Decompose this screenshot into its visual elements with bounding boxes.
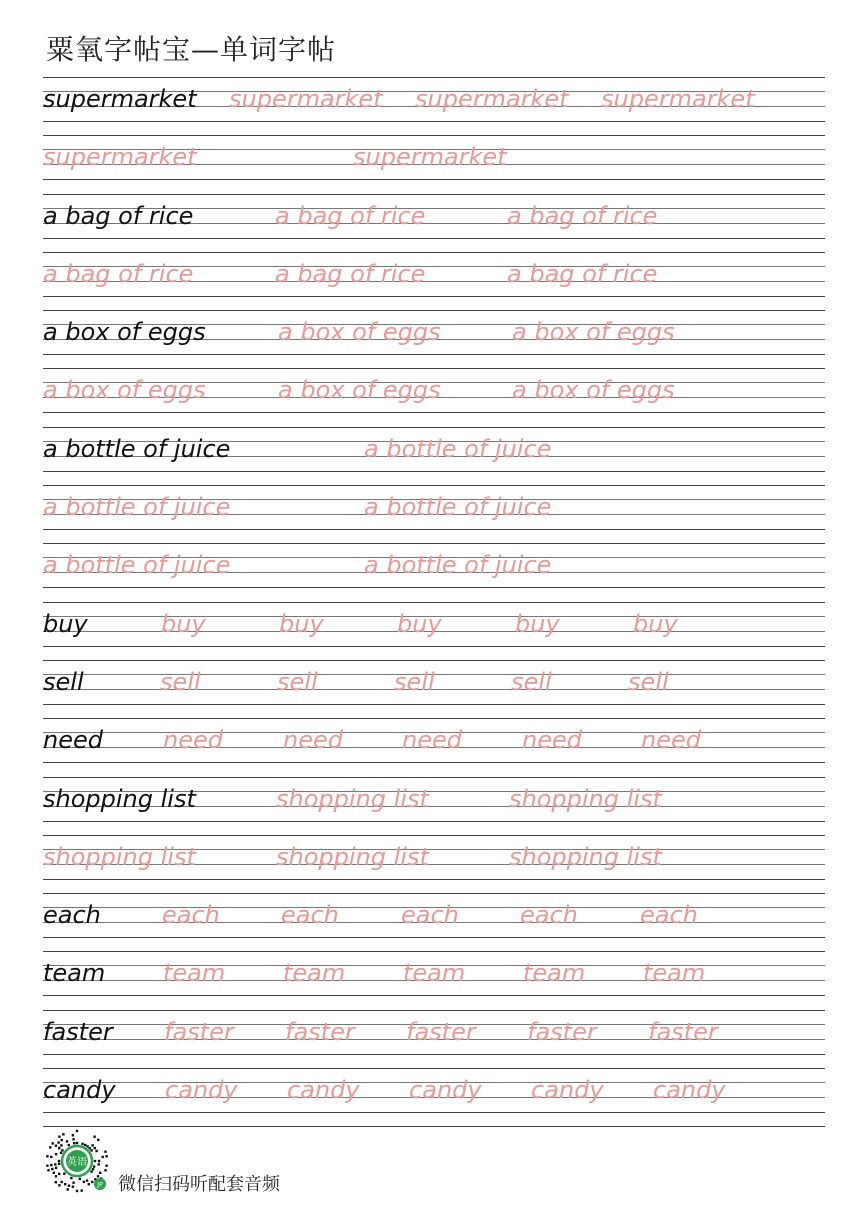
trace-word: need — [283, 726, 343, 755]
practice-row — [43, 602, 825, 660]
ruling-line — [43, 995, 825, 996]
trace-word: a bag of rice — [507, 259, 658, 288]
ruling-line — [43, 951, 825, 952]
trace-word: supermarket — [415, 85, 569, 113]
ruling-line — [43, 762, 825, 763]
ruling-line — [43, 121, 825, 122]
trace-word: a bottle of juice — [43, 551, 231, 580]
trace-word: shopping list — [509, 842, 662, 871]
trace-word: buy — [161, 609, 206, 638]
trace-word: shopping list — [276, 842, 429, 871]
qr-code-icon[interactable] — [42, 1126, 112, 1196]
trace-word: sell — [277, 667, 318, 696]
ruling-line — [43, 471, 825, 472]
ruling-line — [43, 1054, 825, 1055]
trace-word: team — [403, 959, 466, 988]
trace-word: sell — [160, 667, 201, 696]
ruling-line — [43, 718, 825, 719]
ruling-line — [43, 238, 825, 239]
ruling-line — [43, 821, 825, 822]
ruling-line — [43, 543, 825, 544]
trace-word: faster — [527, 1017, 597, 1046]
trace-word: team — [523, 959, 586, 988]
trace-word: a box of eggs — [512, 376, 675, 405]
trace-word: candy — [165, 1076, 238, 1105]
practice-row — [43, 194, 825, 252]
model-word: a bottle of juice — [43, 434, 231, 463]
ruling-line — [43, 1068, 825, 1069]
ruling-line — [43, 296, 825, 297]
model-word: shopping list — [43, 784, 196, 813]
practice-row — [43, 485, 825, 543]
trace-word: buy — [633, 609, 678, 638]
trace-word: sell — [511, 667, 552, 696]
trace-word: faster — [648, 1017, 718, 1046]
trace-word: candy — [287, 1076, 360, 1105]
ruling-line — [43, 1112, 825, 1113]
trace-word: a bag of rice — [275, 259, 426, 288]
ruling-line — [43, 777, 825, 778]
trace-word: a box of eggs — [278, 318, 441, 347]
trace-word: each — [281, 901, 339, 930]
trace-word: each — [162, 901, 220, 930]
ruling-line — [43, 937, 825, 938]
ruling-line — [43, 646, 825, 647]
model-word: need — [43, 726, 103, 755]
practice-row — [43, 310, 825, 368]
trace-word: team — [163, 959, 226, 988]
practice-row — [43, 893, 825, 951]
ruling-line — [43, 412, 825, 413]
trace-word: need — [641, 726, 701, 755]
trace-word: a box of eggs — [512, 318, 675, 347]
ruling-line — [43, 704, 825, 705]
scan-instruction: 微信扫码听配套音频 — [118, 1174, 280, 1195]
practice-row — [43, 951, 825, 1009]
trace-word: need — [522, 726, 582, 755]
model-word: faster — [43, 1017, 113, 1046]
model-word: sell — [43, 667, 84, 696]
ruling-line — [43, 485, 825, 486]
ruling-line — [43, 194, 825, 195]
practice-row — [43, 718, 825, 776]
trace-word: shopping list — [276, 784, 429, 813]
trace-word: sell — [628, 667, 669, 696]
trace-word: candy — [409, 1076, 482, 1105]
trace-word: supermarket — [43, 143, 197, 172]
practice-row — [43, 427, 825, 485]
ruling-line — [43, 368, 825, 369]
model-word: candy — [43, 1076, 116, 1105]
model-word: supermarket — [43, 85, 197, 113]
trace-word: candy — [531, 1076, 604, 1105]
ruling-line — [43, 1126, 825, 1127]
trace-word: a bag of rice — [43, 259, 194, 288]
trace-word: a bottle of juice — [364, 551, 552, 580]
practice-row — [43, 368, 825, 426]
ruling-line — [43, 77, 825, 78]
trace-word: team — [643, 959, 706, 988]
trace-word: need — [163, 726, 223, 755]
ruling-line — [43, 879, 825, 880]
ruling-line — [43, 1010, 825, 1011]
trace-word: buy — [515, 609, 560, 638]
ruling-line — [43, 587, 825, 588]
ruling-line — [43, 354, 825, 355]
page-title: 粟氧字帖宝—单词字帖 — [46, 33, 337, 66]
ruling-line — [43, 135, 825, 136]
practice-row — [43, 135, 825, 193]
trace-word: shopping list — [509, 784, 662, 813]
trace-word: a bottle of juice — [43, 493, 231, 522]
practice-sheet — [43, 77, 825, 1127]
trace-word: faster — [406, 1017, 476, 1046]
trace-word: candy — [653, 1076, 726, 1105]
trace-word: supermarket — [601, 85, 755, 113]
ruling-line — [43, 835, 825, 836]
trace-word: faster — [164, 1017, 234, 1046]
model-word: team — [43, 959, 106, 988]
ruling-line — [43, 427, 825, 428]
trace-word: buy — [279, 609, 324, 638]
qr-corner-text: JP — [97, 1181, 103, 1189]
practice-row — [43, 252, 825, 310]
trace-word: a box of eggs — [43, 376, 206, 405]
trace-word: a bottle of juice — [364, 493, 552, 522]
trace-word: faster — [285, 1017, 355, 1046]
practice-row — [43, 77, 825, 135]
ruling-line — [43, 893, 825, 894]
trace-word: each — [520, 901, 578, 930]
trace-word: supermarket — [229, 85, 383, 113]
model-word: a bag of rice — [43, 201, 194, 230]
trace-word: supermarket — [353, 143, 507, 172]
trace-word: a bag of rice — [507, 201, 658, 230]
trace-word: need — [402, 726, 462, 755]
ruling-line — [43, 310, 825, 311]
trace-word: a bottle of juice — [364, 434, 552, 463]
qr-badge-text: 英语 — [67, 1157, 87, 1168]
trace-word: each — [640, 901, 698, 930]
practice-row — [43, 777, 825, 835]
trace-word: team — [283, 959, 346, 988]
practice-row — [43, 660, 825, 718]
model-word: each — [43, 901, 101, 930]
trace-word: a bag of rice — [275, 201, 426, 230]
model-word: a box of eggs — [43, 318, 206, 347]
practice-row — [43, 543, 825, 601]
ruling-line — [43, 179, 825, 180]
model-word: buy — [43, 609, 88, 638]
practice-row — [43, 835, 825, 893]
ruling-line — [43, 529, 825, 530]
trace-word: buy — [397, 609, 442, 638]
trace-word: a box of eggs — [278, 376, 441, 405]
practice-row — [43, 1010, 825, 1068]
practice-row — [43, 1068, 825, 1126]
trace-word: sell — [394, 667, 435, 696]
ruling-line — [43, 252, 825, 253]
ruling-line — [43, 602, 825, 603]
trace-word: each — [401, 901, 459, 930]
ruling-line — [43, 660, 825, 661]
trace-word: shopping list — [43, 842, 196, 871]
